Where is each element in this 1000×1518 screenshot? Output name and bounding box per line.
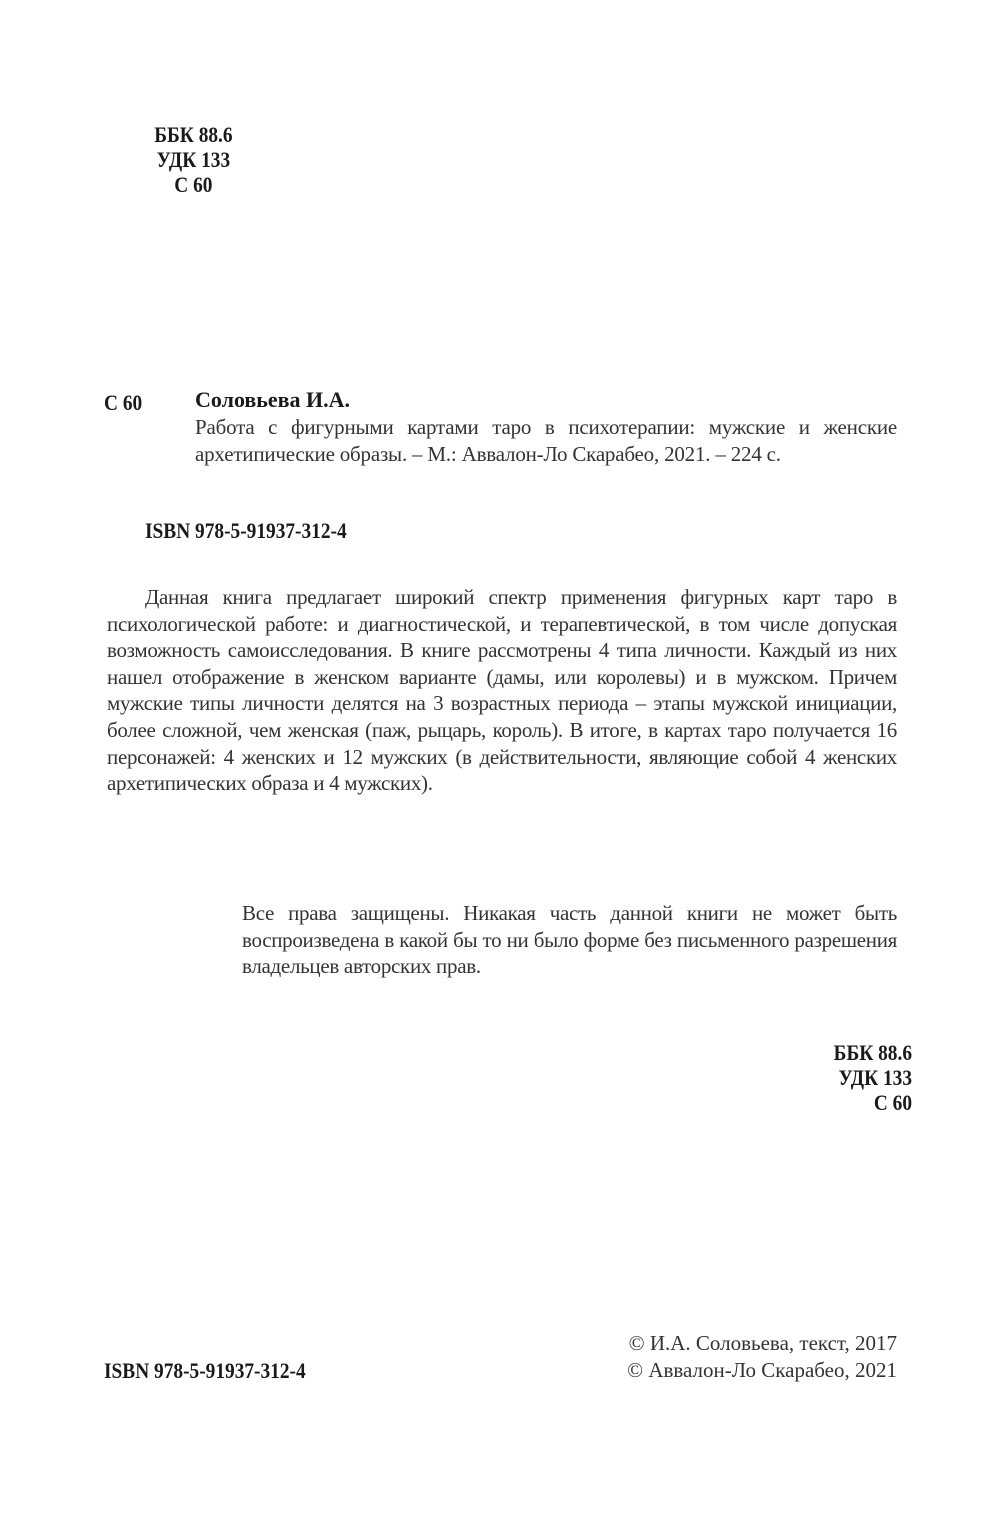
- isbn-bottom: ISBN 978-5-91937-312-4: [104, 1358, 306, 1383]
- author-mark: С 60: [174, 172, 213, 197]
- bbk-code: ББК 88.6: [833, 1040, 912, 1065]
- bbk-code: ББК 88.6: [154, 122, 233, 147]
- copyright-block: [570, 1330, 897, 1384]
- copyright-text-author: © И.А. Соловьева, текст, 2017: [628, 1331, 897, 1355]
- top-classification-block: [145, 122, 242, 197]
- author-name: Соловьева И.А.: [195, 387, 351, 412]
- copyright-publisher: © Аввалон-Ло Скарабео, 2021: [627, 1358, 897, 1382]
- rights-notice: Все права защищены. Никакая часть данной книги не может быть воспроизведена в какой бы то ни было форме без письменного разрешения владельцев авторских прав.: [242, 901, 897, 978]
- isbn-top: ISBN 978-5-91937-312-4: [145, 518, 347, 543]
- book-annotation: Данная книга предлагает широкий спектр применения фигурных карт таро в психологической работе: и диагностической, и терапевтической, в том числе допуская возможность самоисследования. В книге рассмотрены 4 типа личности. Каждый из них нашел отображение в женском варианте (дамы, или королевы) и в мужском. Причем мужские типы личности делятся на 3 возрастных периода – этапы мужской инициации, более сложной, чем женская (паж, рыцарь, король). В итоге, в картах таро получается 16 персонажей: 4 женских и 12 мужских (в действительности, являющие собой 4 женских архетипических образа и 4 мужских).: [107, 585, 897, 796]
- bibliographic-description: Работа с фигурными картами таро в психотерапии: мужские и женские архетипические образы. – М.: Аввалон-Ло Скарабео, 2021. – 224 с.: [195, 415, 897, 466]
- catalog-entry: [195, 386, 897, 468]
- udk-code: УДК 133: [838, 1065, 912, 1090]
- udk-code: УДК 133: [156, 147, 231, 172]
- bottom-classification-block: [796, 1040, 912, 1115]
- author-mark: С 60: [873, 1090, 912, 1115]
- catalog-author-mark: С 60: [104, 390, 143, 415]
